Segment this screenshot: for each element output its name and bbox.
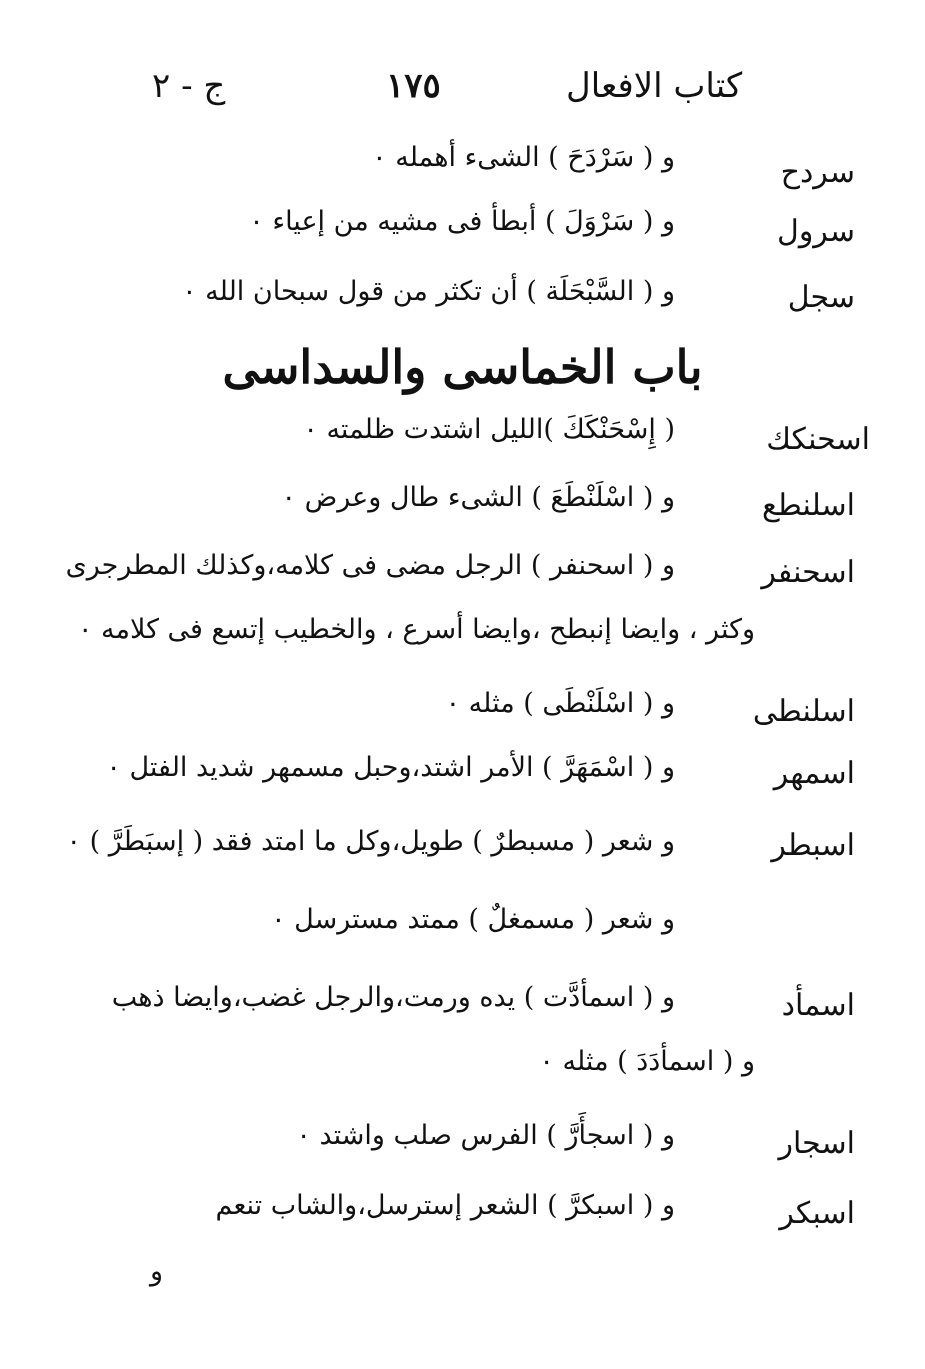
entry-text: و ( اسْمَهَرَّ ) الأمر اشتد،وحبل مسمهر شديد الفتل ٠ <box>106 752 675 783</box>
entry-text: و ( سَرْوَلَ ) أبطأ فى مشيه من إعياء ٠ <box>249 206 675 237</box>
entry-text: و ( السَّبْحَلَة ) أن تكثر من قول سبحان الله ٠ <box>182 276 675 307</box>
entry-root: اسبكر <box>779 1196 855 1231</box>
entry-root: اسحنفر <box>761 555 855 590</box>
entry-text: و ( اسحنفر ) الرجل مضى فى كلامه،وكذلك المطرجرى <box>65 550 675 581</box>
volume-label: ج - ٢ <box>152 66 226 106</box>
catchword: و <box>150 1256 164 1287</box>
entry-continuation: و ( اسمأدَدَ ) مثله ٠ <box>539 1046 755 1077</box>
entry-root: اسجار <box>778 1126 855 1161</box>
entry-text: و ( اسجأَرَّ ) الفرس صلب واشتد ٠ <box>296 1120 675 1151</box>
entry-continuation: وكثر ، وايضا إنبطح ،وايضا أسرع ، والخطيب إتسع فى كلامه ٠ <box>77 614 755 645</box>
entry-text: ( إِسْحَنْكَكَ )الليل اشتدت ظلمته ٠ <box>303 414 675 445</box>
page-number: ١٧٥ <box>386 66 441 106</box>
entry-root: اسحنكك <box>766 422 870 457</box>
entry-root: اسبطر <box>771 828 855 863</box>
entry-text: و ( سَرْدَحَ ) الشىء أهمله ٠ <box>372 142 675 173</box>
entry-text: و ( اسمأدَّت ) يده ورمت،والرجل غضب،وايضا ذهب <box>111 982 675 1013</box>
entry-text: و ( اسبكرَّ ) الشعر إسترسل،والشاب تنعم <box>215 1190 675 1221</box>
entry-root: سرول <box>777 214 855 249</box>
entry-text: و ( اسْلَنْطَعَ ) الشىء طال وعرض ٠ <box>281 482 675 513</box>
entry-continuation: و شعر ( مسمغلٌ ) ممتد مسترسل ٠ <box>271 904 675 935</box>
entry-text: و ( اسْلَنْطَى ) مثله ٠ <box>445 688 675 719</box>
entry-root: اسلنطع <box>761 488 855 523</box>
entry-root: سجل <box>787 280 855 315</box>
entry-root: اسمأد <box>781 988 855 1023</box>
entry-root: اسلنطى <box>752 694 855 729</box>
entry-text: و شعر ( مسبطرٌ ) طويل،وكل ما امتد فقد ( إسبَطَرَّ ) ٠ <box>66 826 675 857</box>
entry-root: سردح <box>780 155 855 190</box>
section-title: باب الخماسى والسداسى <box>222 340 703 394</box>
entry-root: اسمهر <box>773 756 855 791</box>
book-title: كتاب الافعال <box>566 66 743 106</box>
